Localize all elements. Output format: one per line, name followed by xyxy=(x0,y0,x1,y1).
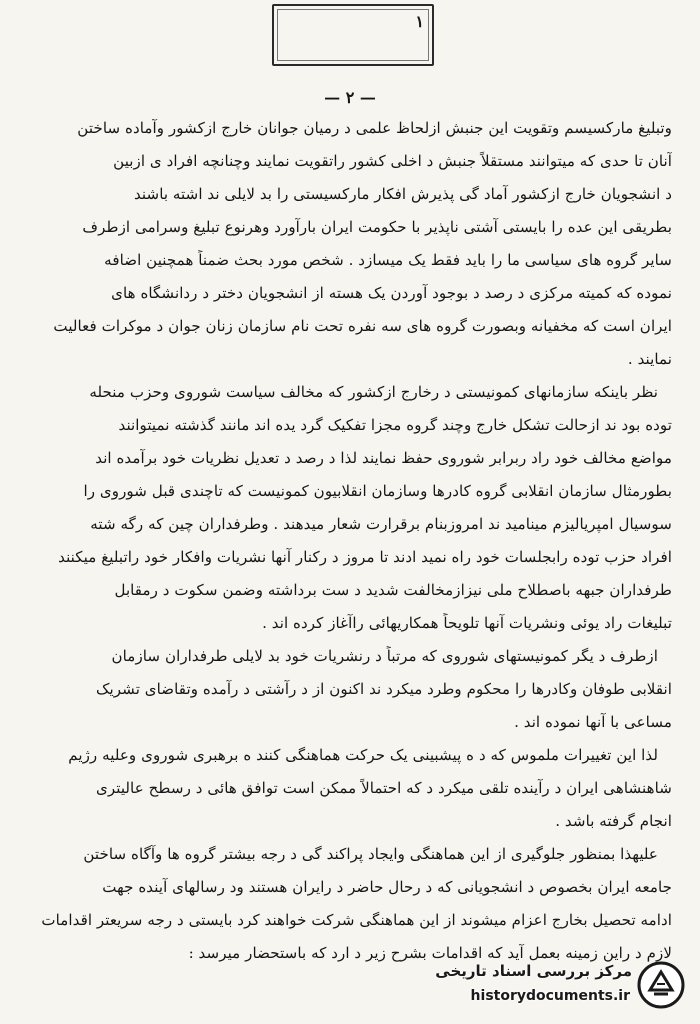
text-line: توده بود ند ازحالت تشکل خارج وچند گروه مجزا تفکیک گرد یده اند مانند گذشته نمیتوانند xyxy=(118,416,672,434)
archive-logo-icon xyxy=(636,960,686,1010)
text-line: طرفداران جبهه باصطلاح ملی نیزازمخالفت شدید د ست برداشته وضمن سکوت د رمقابل xyxy=(114,581,672,599)
text-line: نموده که کمیته مرکزی د رصد د بوجود آوردن یک هسته از انشجویان دختر د ردانشگاه های xyxy=(111,284,672,302)
page-number: — ۲ — xyxy=(324,88,376,107)
stamp-mark: ۱ xyxy=(415,12,424,31)
text-line: آنان تا حدی که میتوانند مستقلاً جنبش د اخلی کشور راتقویت نمایند وچنانچه افراد ی ازبین xyxy=(113,152,672,170)
text-line: انقلابی طوفان وکادرها را محکوم وطرد میکرد ند اکنون از د رآشتی د رآمده وتقاضای تشریک xyxy=(95,680,672,698)
archive-name: مرکز بررسی اسناد تاریخی xyxy=(435,962,632,980)
text-line: سایر گروه های سیاسی ما را باید فقط یک میسازد . شخص مورد بحث ضمناً همچنین اضافه xyxy=(104,251,672,269)
text-line: علیهذا بمنظور جلوگیری از این هماهنگی وایجاد پراکند گی د رجه بیشتر گروه ها وآگاه ساختن xyxy=(83,845,658,863)
text-line: افراد حزب توده رابجلسات خود راه نمید ادند تا مروز د رکنار آنها نشریات وافکار خود راتبلیغ میکنند xyxy=(58,548,672,566)
text-line: ازطرف د یگر کمونیستهای شوروی که مرتباً د رنشریات خود بد لایلی طرفداران سازمان xyxy=(111,647,658,665)
text-line: د انشجویان خارج ازکشور آماد گی پذیرش افکار مارکسیستی را بد لایلی ند اشته باشند xyxy=(133,185,672,203)
text-line: مساعی با آنها نموده اند . xyxy=(514,713,672,731)
text-line: تبلیغات راد یوئی ونشریات آنها تلویحاً همکاریهائی راآغاز کرده اند . xyxy=(262,614,672,632)
text-line: شاهنشاهی ایران د رآینده تلقی میکرد د که احتمالاً ممکن است توافق هائی د رسطح عالیتری xyxy=(96,779,672,797)
text-line: وتبلیغ مارکسیسم وتقویت این جنبش ازلحاظ علمی د رمیان جوانان خارج ازکشور وآماده ساختن xyxy=(77,119,672,137)
archive-url: historydocuments.ir xyxy=(470,988,630,1004)
text-line: جامعه ایران بخصوص د انشجویانی که د رحال حاضر د رایران هستند ود رسالهای آینده جهت xyxy=(102,878,672,896)
text-line: نمایند . xyxy=(627,350,672,368)
document-body xyxy=(30,118,672,976)
text-line: نظر باینکه سازمانهای کمونیستی د رخارج ازکشور که مخالف سیاست شوروی وحزب منحله xyxy=(89,383,658,401)
text-line: ایران است که مخفیانه وبصورت گروه های سه نفره تحت نام سازمان زنان جوان د موکرات فعالیت xyxy=(53,317,672,335)
text-line: بطورمثال سازمان انقلابی گروه کادرها وسازمان انقلابیون کمونیست که تاچندی قبل شوروی را xyxy=(83,482,672,500)
text-line: سوسیال امپریالیزم مینامید ند امروزبنام برقرارت شعار میدهند . وطرفداران چین که رگه شته xyxy=(90,515,672,533)
registration-stamp xyxy=(272,4,434,66)
text-line: انجام گرفته باشد . xyxy=(555,812,672,830)
text-line: ادامه تحصیل بخارج اعزام میشوند از این هماهنگی شرکت خواهند کرد بایستی د رجه سریعتر اقدامات xyxy=(41,911,672,929)
text-line: بطریقی این عده را بایستی آشتی ناپذیر با حکومت ایران بارآورد وهرنوع تبلیغ وسرامی ازطرف xyxy=(82,218,672,236)
text-line: لازم د راین زمینه بعمل آید که اقدامات بشرح زیر د ارد که باستحضار میرسد : xyxy=(188,944,672,962)
text-line: لذا این تغییرات ملموس که د ه پیشبینی یک حرکت هماهنگی کنند ه برهبری شوروی وعلیه رژیم xyxy=(68,746,658,764)
archive-watermark xyxy=(386,956,686,1016)
text-line: مواضع مخالف خود راد ربرابر شوروی حفظ نمایند لذا د رصد د تعدیل نظریات خود برآمده اند xyxy=(95,449,672,467)
